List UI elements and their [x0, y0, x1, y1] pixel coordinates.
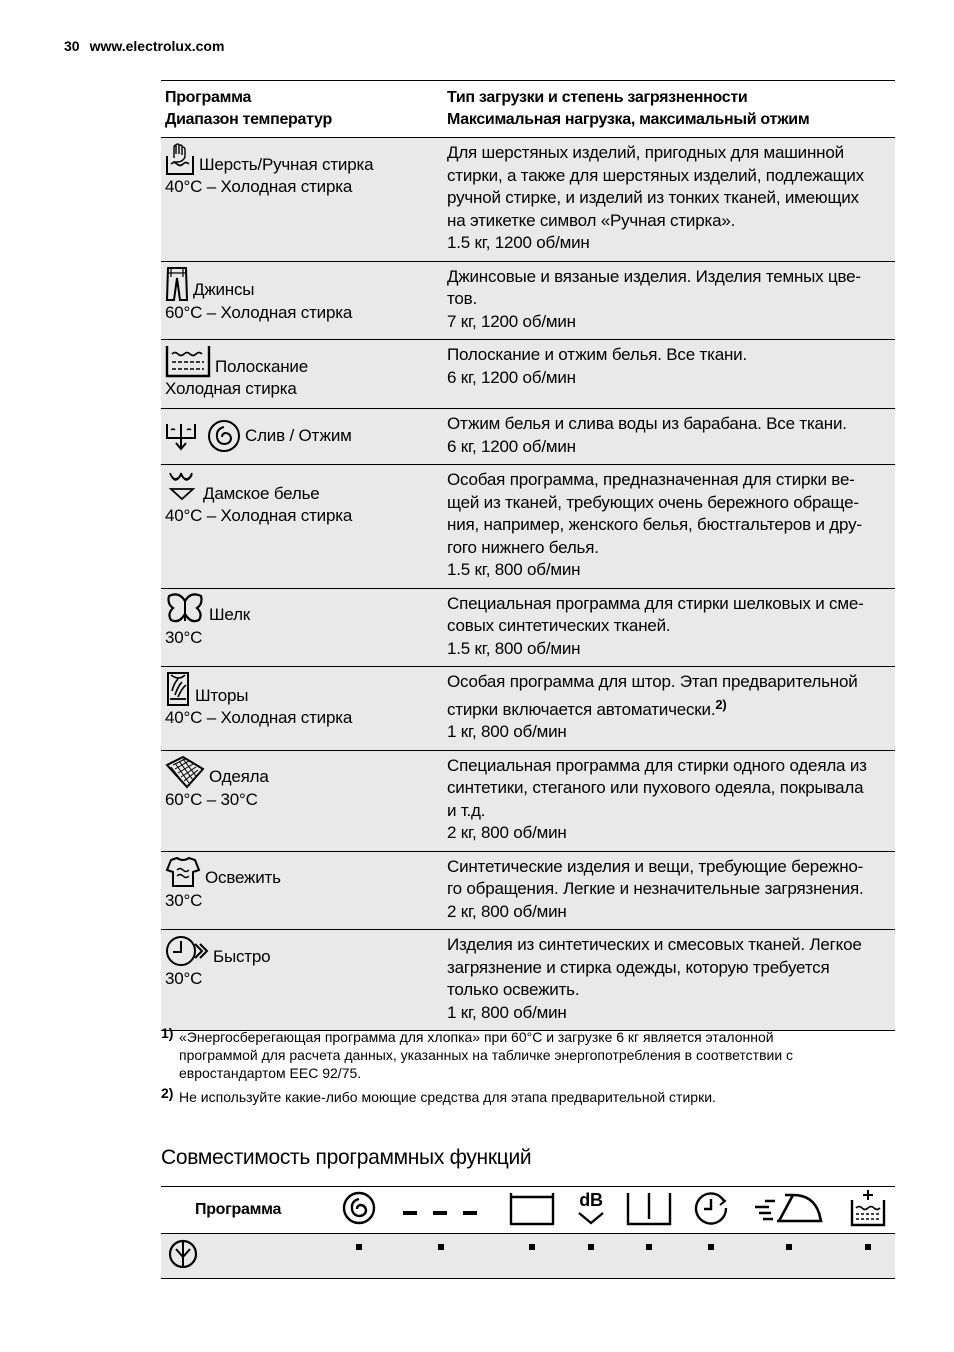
- table-row: [161, 261, 895, 340]
- program-temp: 40°C – Холодная стирка: [165, 506, 353, 525]
- program-name: Дамское белье: [203, 483, 320, 503]
- program-load: 1 кг, 800 об/мин: [447, 722, 567, 741]
- compat-row: [161, 1234, 895, 1279]
- program-desc-line: Для шерстяных изделий, пригодных для машинной: [447, 143, 844, 162]
- program-load: 2 кг, 800 об/мин: [447, 901, 567, 921]
- svg-text:dB: dB: [578, 1189, 603, 1210]
- compat-mark: [529, 1244, 535, 1250]
- prewash-box-icon: [508, 1189, 556, 1227]
- program-desc-line: ния, например, женского белья, бюстгальтеров и дру-: [447, 515, 862, 534]
- wool-handwash-icon: [165, 142, 195, 176]
- footnote-ref: 2): [715, 696, 727, 712]
- compat-mark: [646, 1244, 652, 1250]
- program-desc-line: Синтетические изделия и вещи, требующие бережно-: [447, 856, 864, 876]
- spin-icon: [207, 419, 241, 453]
- compat-mark: [356, 1244, 362, 1250]
- quick-icon: [165, 934, 209, 968]
- section-title: Совместимость программных функций: [161, 1146, 532, 1169]
- program-name: Слив / Отжим: [245, 425, 352, 445]
- program-desc-line: Полоскание и отжим белья. Все ткани.: [447, 345, 747, 364]
- header-url: www.electrolux.com: [89, 38, 225, 54]
- program-desc-line: Джинсовые и вязаные изделия. Изделия темных цве-: [447, 266, 861, 286]
- program-desc-line: стирки включается автоматически.$^{2)}$: [447, 696, 727, 719]
- program-desc-line: щей из тканей, требующих очень бережного обраще-: [447, 492, 859, 512]
- table-row: [161, 588, 895, 667]
- time-delay-icon: [692, 1189, 730, 1227]
- program-desc-line: Особая программа для штор. Этап предварительной: [447, 672, 858, 691]
- refresh-icon: [165, 856, 201, 890]
- program-desc-line: совых синтетических тканей.: [447, 616, 671, 635]
- program-desc-line: ручной стирке, и изделий из тонких тканей, имеющих: [447, 188, 859, 207]
- program-desc-line: на этикетке символ «Ручная стирка».: [447, 210, 736, 230]
- lingerie-icon: [165, 469, 199, 505]
- table-row: [161, 667, 895, 751]
- program-desc-line: синтетики, стеганого или пухового одеяла, покрывала: [447, 778, 864, 797]
- silk-icon: [165, 593, 205, 627]
- program-temp: 30°C: [165, 890, 203, 910]
- program-desc-line: Отжим белья и слива воды из барабана. Все ткани.: [447, 414, 847, 433]
- program-load: 1.5 кг, 800 об/мин: [447, 560, 581, 579]
- compat-mark: [708, 1244, 714, 1250]
- table-row: [161, 409, 895, 465]
- program-desc-line: стирки, а также для шерстяных изделий, подлежащих: [447, 165, 864, 185]
- footnotes: [161, 1025, 891, 1112]
- footnote-line: евростандартом EEC 92/75.: [179, 1065, 362, 1081]
- program-temp: 60°C – 30°C: [165, 789, 258, 809]
- program-load: 6 кг, 1200 об/мин: [447, 367, 576, 387]
- footnote-line: «Энергосберегающая программа для хлопка» при 60°C и загрузке 6 кг является эталонной: [179, 1029, 774, 1045]
- program-temp: Холодная стирка: [165, 379, 297, 398]
- program-name: Шерсть/Ручная стирка: [199, 154, 374, 174]
- program-load: 2 кг, 800 об/мин: [447, 823, 567, 842]
- program-name: Шелк: [209, 605, 251, 624]
- table-row: [161, 340, 895, 409]
- program-load: 1.5 кг, 1200 об/мин: [447, 233, 590, 252]
- programs-table: [161, 80, 895, 1031]
- rinse-icon: [165, 344, 211, 378]
- table-row: [161, 465, 895, 589]
- easy-iron-icon: [753, 1189, 825, 1227]
- header-temp-range: Диапазон температур: [165, 111, 332, 128]
- program-name: Быстро: [213, 946, 271, 966]
- table-row: [161, 930, 895, 1031]
- header-program: Программа: [165, 89, 252, 106]
- footnote: [161, 1085, 891, 1106]
- extra-rinse-box-icon: [625, 1189, 673, 1227]
- footnote-line: Не используйте какие-либо моющие средства для этапа предварительной стирки.: [179, 1089, 716, 1105]
- footnote: [161, 1025, 891, 1082]
- program-temp: 40°C – Холодная стирка: [165, 708, 353, 727]
- program-temp: 30°C: [165, 969, 203, 988]
- program-load: 7 кг, 1200 об/мин: [447, 311, 576, 331]
- compat-mark: [438, 1244, 444, 1250]
- compat-mark: [865, 1244, 871, 1250]
- compatibility-table: [161, 1186, 895, 1279]
- table-row: [161, 851, 895, 930]
- compat-header-label: Программа: [161, 1187, 335, 1234]
- program-desc-line: тов.: [447, 289, 478, 308]
- table-row: [161, 138, 895, 262]
- col-program-header: [161, 81, 443, 138]
- program-name: Освежить: [205, 868, 281, 887]
- program-name: Джинсы: [193, 280, 255, 299]
- curtains-icon: [165, 671, 191, 707]
- footnote-line: программой для расчета данных, указанных на табличке энергопотребления в соответствии с: [179, 1047, 794, 1063]
- table-row: [161, 750, 895, 851]
- drain-icon: [165, 420, 197, 452]
- program-load: 6 кг, 1200 об/мин: [447, 436, 576, 456]
- eco-program-icon: [167, 1237, 199, 1271]
- program-desc-line: и т.д.: [447, 800, 486, 820]
- program-desc-line: го обращения. Легкие и незначительные загрязнения.: [447, 879, 864, 898]
- soak-basin-icon: [849, 1188, 887, 1228]
- footnote-number: 2): [161, 1085, 174, 1101]
- program-temp: 40°C – Холодная стирка: [165, 177, 353, 196]
- table-header-row: [161, 81, 895, 138]
- program-desc-line: Изделия из синтетических и смесовых тканей. Легкое: [447, 935, 862, 954]
- program-desc-line: Специальная программа для стирки шелковых и сме-: [447, 593, 864, 613]
- dashes-icon: [401, 1191, 481, 1225]
- program-desc-line: только освежить.: [447, 980, 580, 999]
- program-name: Полоскание: [215, 356, 308, 376]
- page-number: 30: [64, 38, 80, 54]
- program-load: 1 кг, 800 об/мин: [447, 1002, 567, 1022]
- compat-header-row: [161, 1187, 895, 1234]
- spin-icon: [342, 1191, 376, 1225]
- program-desc-line: загрязнение и стирка одежды, которую требуется: [447, 957, 830, 977]
- duvet-icon: [165, 755, 205, 789]
- program-desc-line: Особая программа, предназначенная для стирки ве-: [447, 470, 855, 489]
- page-header: [64, 38, 224, 54]
- header-max-load: Максимальная нагрузка, максимальный отжим: [447, 111, 810, 128]
- program-desc-line: Специальная программа для стирки одного одеяла из: [447, 755, 867, 775]
- program-name: Шторы: [195, 685, 249, 705]
- compat-mark: [786, 1244, 792, 1250]
- program-temp: 30°C: [165, 627, 203, 647]
- program-load: 1.5 кг, 800 об/мин: [447, 638, 581, 658]
- program-desc-line: гого нижнего белья.: [447, 537, 599, 557]
- db-silent-icon: [574, 1189, 608, 1227]
- header-load-type: Тип загрузки и степень загрязненности: [447, 89, 748, 106]
- compat-mark: [588, 1244, 594, 1250]
- program-name: Одеяла: [209, 767, 269, 786]
- jeans-icon: [165, 266, 189, 302]
- program-temp: 60°C – Холодная стирка: [165, 302, 353, 322]
- col-load-header: [443, 81, 895, 138]
- footnote-number: 1): [161, 1025, 174, 1041]
